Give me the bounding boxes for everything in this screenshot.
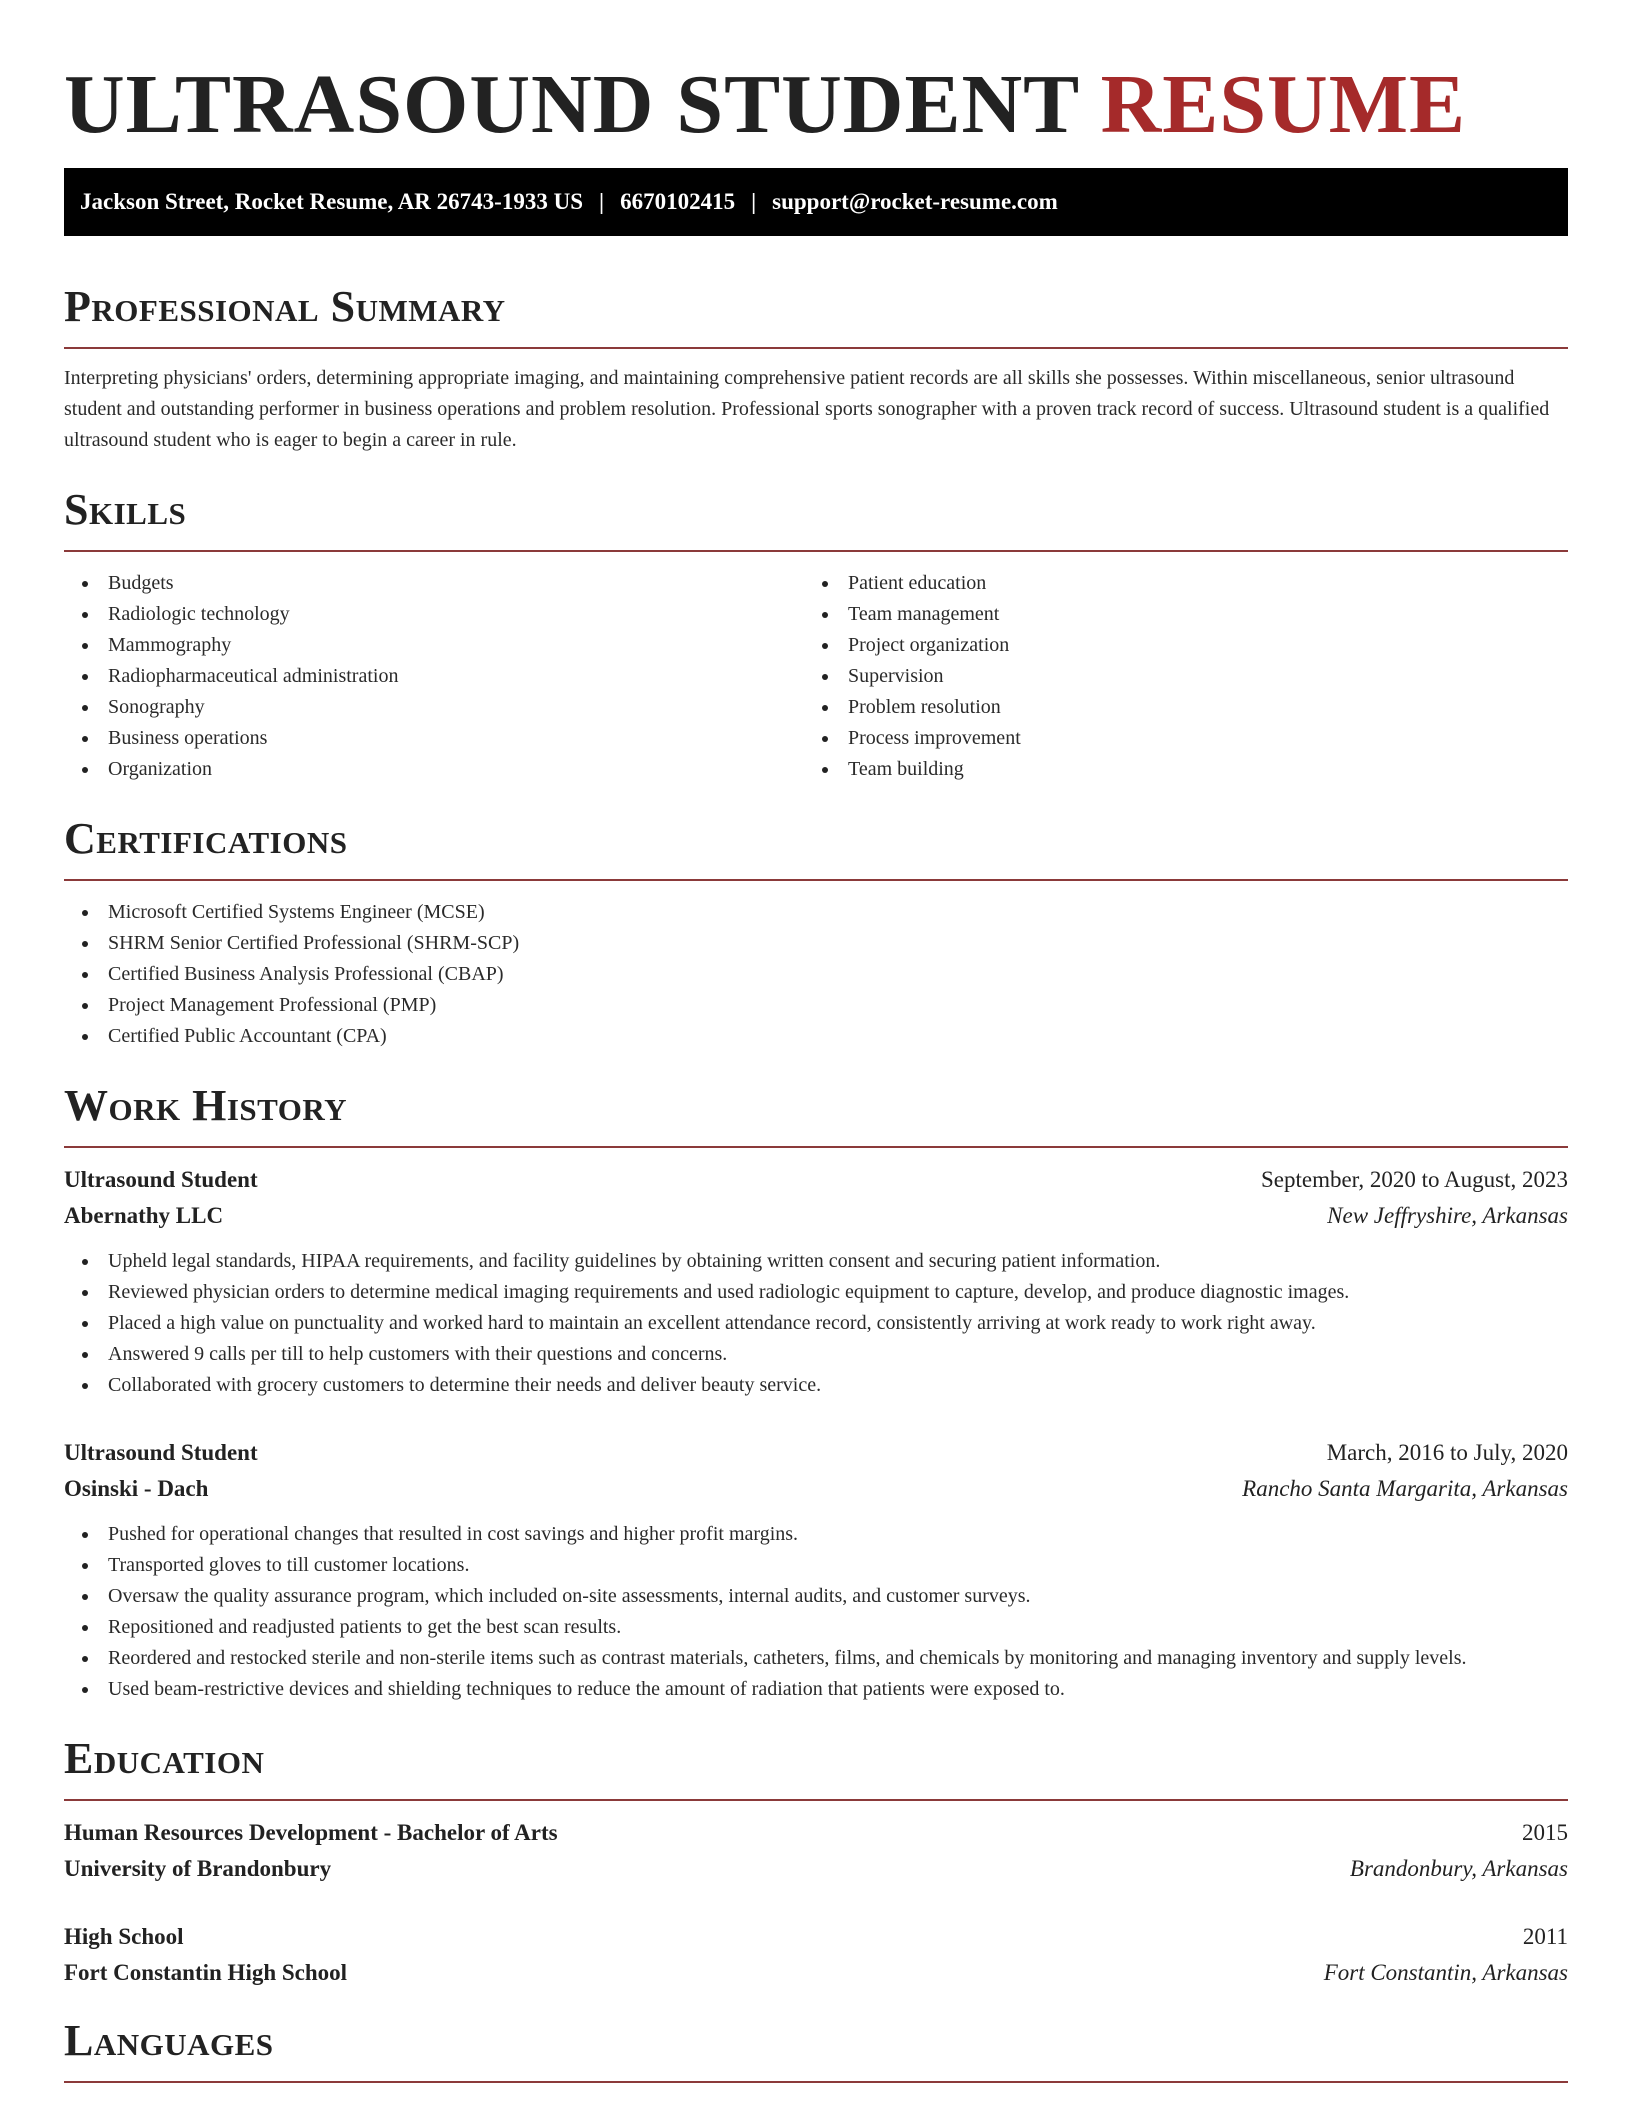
education-school: Fort Constantin High School bbox=[64, 1960, 348, 1985]
education-entry bbox=[64, 1919, 1568, 1991]
skill-item: Organization bbox=[64, 754, 804, 785]
education-year: 2015 bbox=[1522, 1820, 1568, 1845]
contact-bar bbox=[64, 168, 1568, 236]
education-section bbox=[64, 1733, 1568, 1991]
languages-section bbox=[64, 2015, 1568, 2083]
job-bullet: Collaborated with grocery customers to determine their needs and deliver beauty service. bbox=[64, 1370, 1568, 1401]
section-divider bbox=[64, 1146, 1568, 1148]
skill-item: Team management bbox=[804, 599, 1544, 630]
job-location: New Jeffryshire, Arkansas bbox=[1327, 1203, 1568, 1228]
job-company: Abernathy LLC bbox=[64, 1203, 224, 1228]
skills-list-right bbox=[804, 568, 1544, 785]
skill-item: Team building bbox=[804, 754, 1544, 785]
certifications-list bbox=[64, 897, 1568, 1052]
education-school-row bbox=[64, 1955, 1568, 1991]
section-divider bbox=[64, 347, 1568, 349]
skill-item: Problem resolution bbox=[804, 692, 1544, 723]
certification-item: SHRM Senior Certified Professional (SHRM-SCP) bbox=[64, 928, 1568, 959]
education-location: Fort Constantin, Arkansas bbox=[1323, 1960, 1568, 1985]
contact-phone: 6670102415 bbox=[620, 189, 736, 214]
job-bullet: Pushed for operational changes that resulted in cost savings and higher profit margins. bbox=[64, 1519, 1568, 1550]
education-school: University of Brandonbury bbox=[64, 1856, 332, 1881]
education-degree: High School bbox=[64, 1924, 184, 1949]
contact-address: Jackson Street, Rocket Resume, AR 26743-1933 US bbox=[80, 189, 583, 214]
skill-item: Project organization bbox=[804, 630, 1544, 661]
skill-item: Business operations bbox=[64, 723, 804, 754]
education-year: 2011 bbox=[1522, 1924, 1568, 1949]
job-entry bbox=[64, 1435, 1568, 1705]
education-location: Brandonbury, Arkansas bbox=[1349, 1856, 1568, 1881]
education-header-row bbox=[64, 1815, 1568, 1851]
resume-content bbox=[64, 58, 1568, 2083]
certification-item: Certified Public Accountant (CPA) bbox=[64, 1021, 1568, 1052]
skills-section bbox=[64, 484, 1568, 785]
education-school-row bbox=[64, 1851, 1568, 1887]
job-dates: March, 2016 to July, 2020 bbox=[1326, 1440, 1568, 1465]
education-heading: Education bbox=[64, 1734, 265, 1783]
skills-grid bbox=[64, 568, 1568, 785]
skills-heading: Skills bbox=[64, 485, 187, 534]
summary-heading: Professional Summary bbox=[64, 282, 506, 331]
certification-item: Project Management Professional (PMP) bbox=[64, 990, 1568, 1021]
resume-title bbox=[64, 58, 1568, 152]
title-main: ULTRASOUND STUDENT bbox=[64, 58, 1079, 151]
job-bullet: Placed a high value on punctuality and worked hard to maintain an excellent attendance record, consistently arriving at work ready to work right away. bbox=[64, 1308, 1568, 1339]
job-bullets bbox=[64, 1246, 1568, 1401]
certification-item: Certified Business Analysis Professional (CBAP) bbox=[64, 959, 1568, 990]
job-company-row bbox=[64, 1198, 1568, 1234]
job-header-row bbox=[64, 1435, 1568, 1471]
job-bullet: Oversaw the quality assurance program, which included on-site assessments, internal audits, and customer surveys. bbox=[64, 1581, 1568, 1612]
education-header-row bbox=[64, 1919, 1568, 1955]
work-heading: Work History bbox=[64, 1081, 348, 1130]
job-bullet: Used beam-restrictive devices and shielding techniques to reduce the amount of radiation that patients were exposed to. bbox=[64, 1674, 1568, 1705]
summary-section bbox=[64, 281, 1568, 456]
education-degree: Human Resources Development - Bachelor of Arts bbox=[64, 1820, 558, 1845]
certifications-heading: Certifications bbox=[64, 814, 348, 863]
job-entry bbox=[64, 1162, 1568, 1401]
section-divider bbox=[64, 2081, 1568, 2083]
certification-item: Microsoft Certified Systems Engineer (MCSE) bbox=[64, 897, 1568, 928]
job-bullet: Answered 9 calls per till to help customers with their questions and concerns. bbox=[64, 1339, 1568, 1370]
education-entry bbox=[64, 1815, 1568, 1887]
languages-heading: Languages bbox=[64, 2016, 274, 2065]
job-dates: September, 2020 to August, 2023 bbox=[1260, 1167, 1568, 1192]
skill-item: Patient education bbox=[804, 568, 1544, 599]
job-company-row bbox=[64, 1471, 1568, 1507]
job-bullet: Transported gloves to till customer locations. bbox=[64, 1550, 1568, 1581]
skills-list-left bbox=[64, 568, 804, 785]
skill-item: Supervision bbox=[804, 661, 1544, 692]
job-bullets bbox=[64, 1519, 1568, 1705]
job-location: Rancho Santa Margarita, Arkansas bbox=[1242, 1476, 1568, 1501]
section-divider bbox=[64, 1799, 1568, 1801]
contact-email[interactable]: support@rocket-resume.com bbox=[772, 189, 1058, 214]
job-company: Osinski - Dach bbox=[64, 1476, 209, 1501]
title-accent: RESUME bbox=[1100, 58, 1467, 151]
skill-item: Budgets bbox=[64, 568, 804, 599]
summary-text: Interpreting physicians' orders, determining appropriate imaging, and maintaining comprehensive patient records are all skills she possesses. Within miscellaneous, senior ultrasound student and outstanding performer in business operations and problem resolution. Professional sports sonographer with a proven track record of success. Ultrasound student is a qualified ultrasound student who is eager to begin a career in rule. bbox=[64, 367, 1550, 451]
skill-item: Mammography bbox=[64, 630, 804, 661]
work-section bbox=[64, 1080, 1568, 1705]
job-bullet: Reviewed physician orders to determine medical imaging requirements and used radiologic equipment to capture, develop, and produce diagnostic images. bbox=[64, 1277, 1568, 1308]
skill-item: Sonography bbox=[64, 692, 804, 723]
skill-item: Radiologic technology bbox=[64, 599, 804, 630]
contact-separator: | bbox=[598, 189, 605, 214]
job-bullet: Upheld legal standards, HIPAA requirements, and facility guidelines by obtaining written consent and securing patient information. bbox=[64, 1246, 1568, 1277]
section-divider bbox=[64, 550, 1568, 552]
certifications-section bbox=[64, 813, 1568, 1052]
job-title: Ultrasound Student bbox=[64, 1440, 258, 1465]
job-header-row bbox=[64, 1162, 1568, 1198]
job-bullet: Reordered and restocked sterile and non-sterile items such as contrast materials, catheters, films, and chemicals by monitoring and managing inventory and supply levels. bbox=[64, 1643, 1568, 1674]
job-title: Ultrasound Student bbox=[64, 1167, 258, 1192]
section-divider bbox=[64, 879, 1568, 881]
job-bullet: Repositioned and readjusted patients to get the best scan results. bbox=[64, 1612, 1568, 1643]
contact-separator: | bbox=[751, 189, 757, 214]
skill-item: Radiopharmaceutical administration bbox=[64, 661, 804, 692]
skill-item: Process improvement bbox=[804, 723, 1544, 754]
